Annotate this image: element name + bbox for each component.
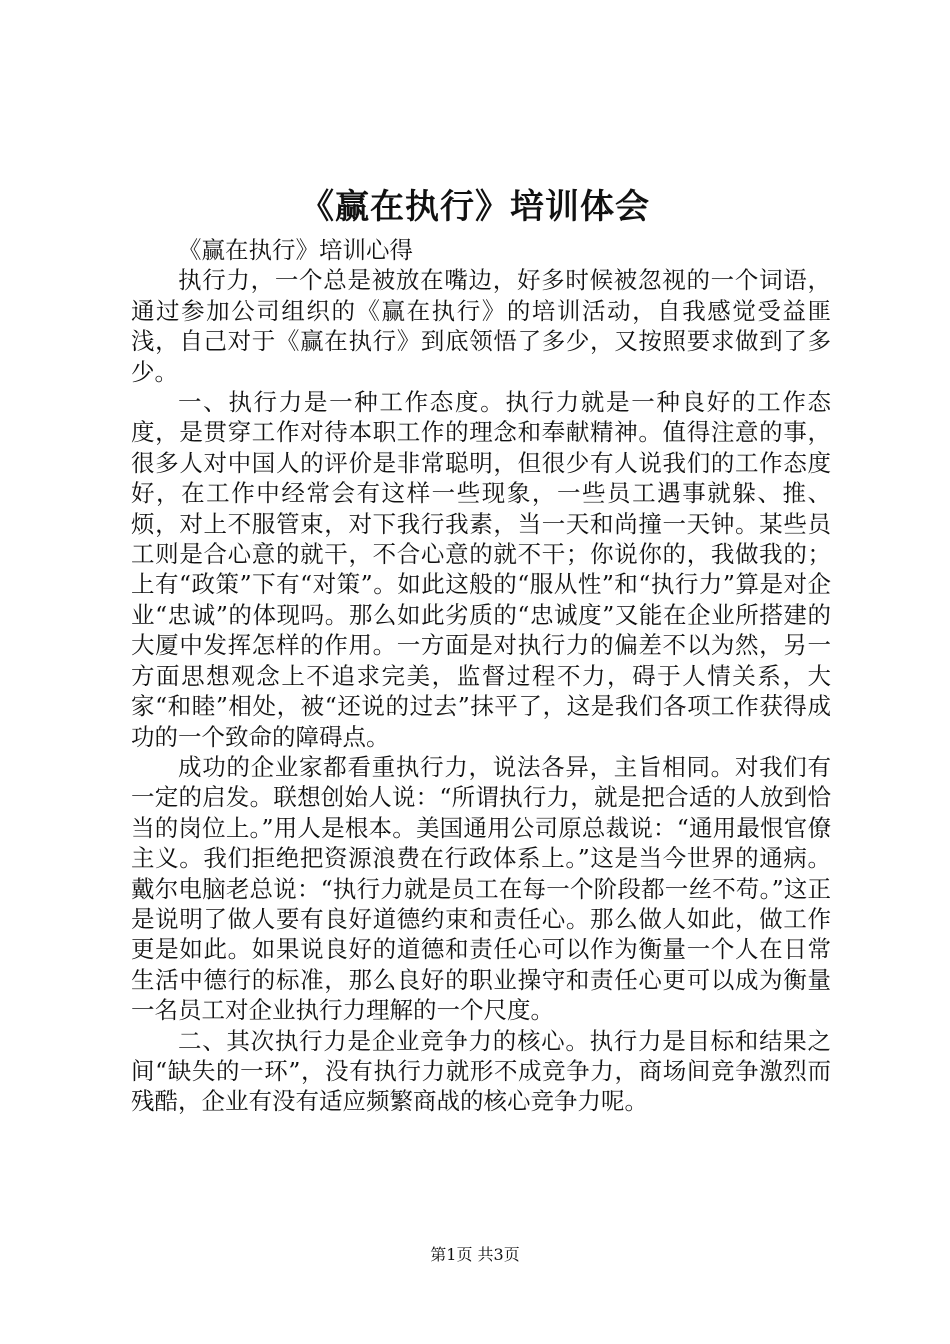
body-paragraph: 执行力，一个总是被放在嘴边，好多时候被忽视的一个词语，通过参加公司组织的《赢在执行》的培训活动，自我感觉受益匪浅，自己对于《赢在执行》到底领悟了多少，又按照要求做到了多少。	[131, 266, 831, 386]
body-paragraph: 成功的企业家都看重执行力，说法各异，主旨相同。对我们有一定的启发。联想创始人说：“所谓执行力，就是把合适的人放到恰当的岗位上。”用人是根本。美国通用公司原总裁说：“通用最恨官僚主义。我们拒绝把资源浪费在行政体系上。”这是当今世界的通病。戴尔电脑老总说：“执行力就是员工在每一个阶段都一丝不苟。”这正是说明了做人要有良好道德约束和责任心。那么做人如此，做工作更是如此。如果说良好的道德和责任心可以作为衡量一个人在日常生活中德行的标准，那么良好的职业操守和责任心更可以成为衡量一名员工对企业执行力理解的一个尺度。	[131, 752, 831, 1025]
page-footer: 第1页 共3页	[430, 1245, 520, 1264]
document-title: 《赢在执行》培训体会	[300, 187, 650, 227]
subtitle-paragraph: 《赢在执行》培训心得	[178, 236, 413, 264]
body-paragraph: 一、执行力是一种工作态度。执行力就是一种良好的工作态度，是贯穿工作对待本职工作的理念和奉献精神。值得注意的事，很多人对中国人的评价是非常聪明，但很少有人说我们的工作态度好，在工作中经常会有这样一些现象，一些员工遇事就躲、推、烦，对上不服管束，对下我行我素，当一天和尚撞一天钟。某些员工则是合心意的就干，不合心意的就不干；你说你的，我做我的；上有“政策”下有“对策”。如此这般的“服从性”和“执行力”算是对企业“忠诚”的体现吗。那么如此劣质的“忠诚度”又能在企业所搭建的大厦中发挥怎样的作用。一方面是对执行力的偏差不以为然，另一方面思想观念上不追求完美，监督过程不力，碍于人情关系，大家“和睦”相处，被“还说的过去”抹平了，这是我们各项工作获得成功的一个致命的障碍点。	[131, 388, 831, 751]
document-body	[131, 235, 831, 1117]
body-paragraph: 二、其次执行力是企业竞争力的核心。执行力是目标和结果之间“缺失的一环”，没有执行力就形不成竞争力，商场间竞争激烈而残酷，企业有没有适应频繁商战的核心竞争力呢。	[131, 1026, 831, 1116]
